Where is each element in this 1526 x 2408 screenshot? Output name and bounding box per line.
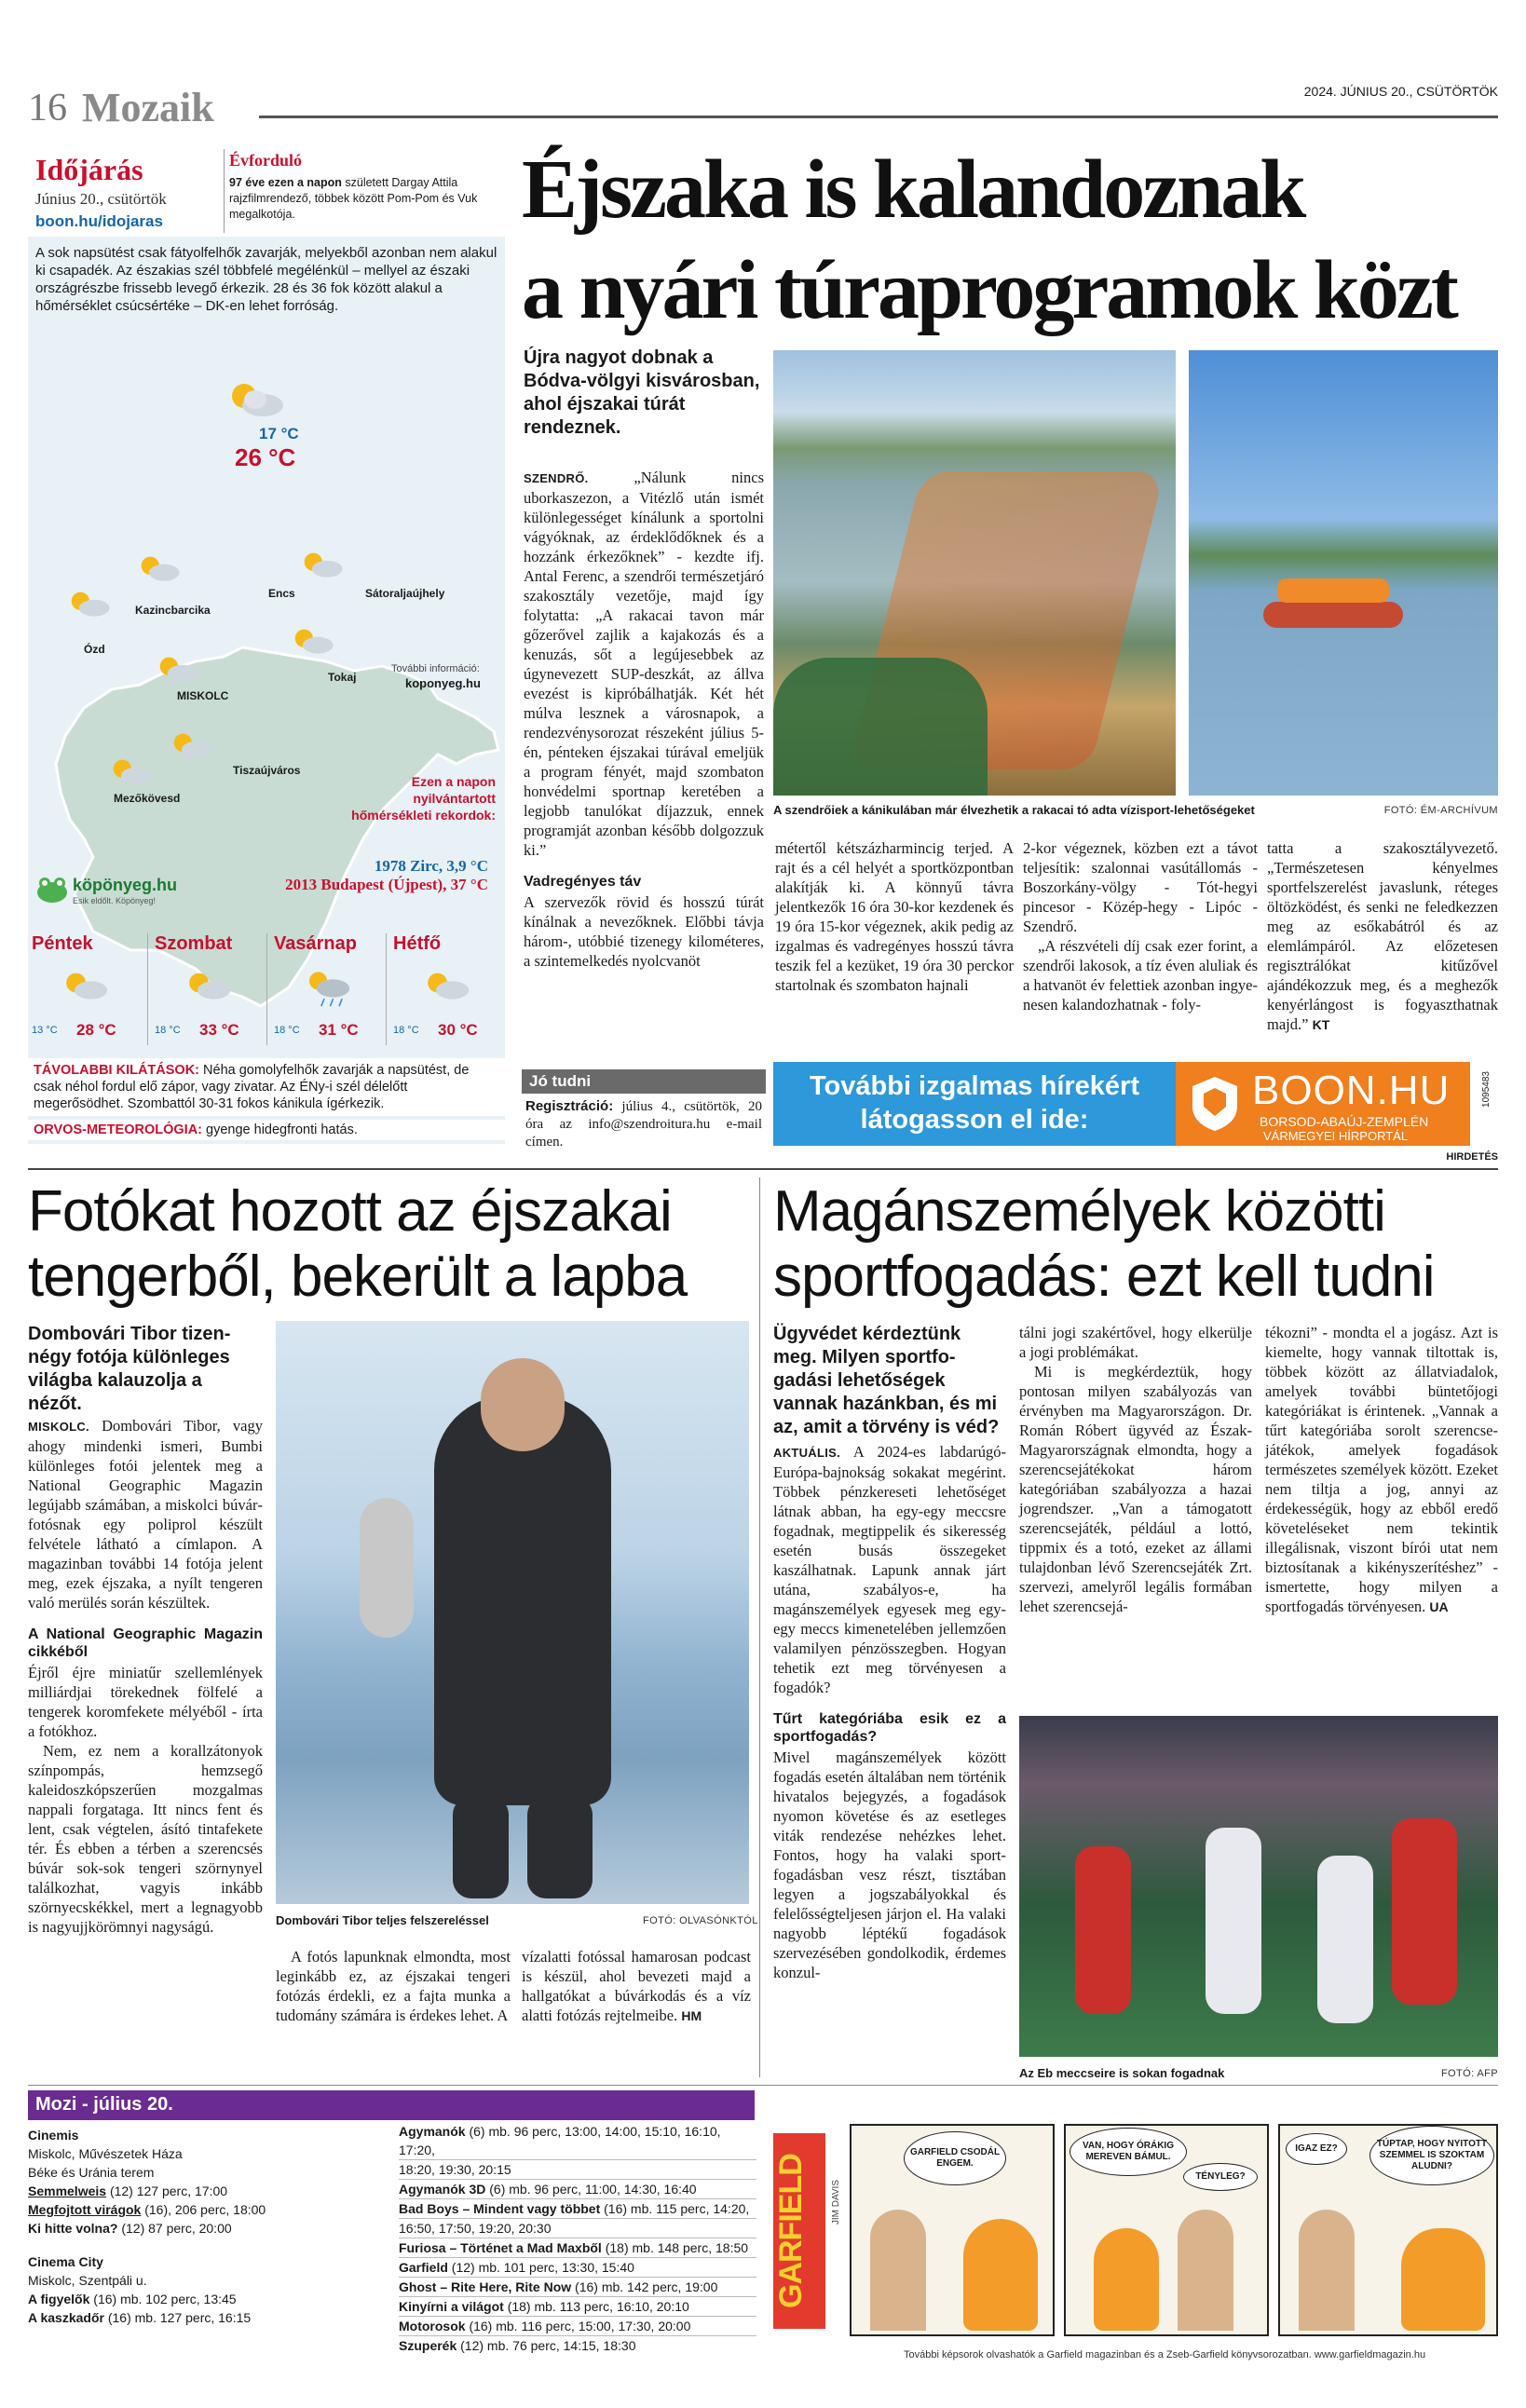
more-info-link[interactable]: koponyeg.hu [405,676,481,690]
cinema-left: Cinemis Miskolc, Művészetek Háza Béke és Uránia terem Semmelweis (12) 127 perc, 17:00 Megfojtott virágok (16), 206 perc, 18:00 Ki hitte volna? (12) 87 perc, 20:00 Cinema City Miskolc, Szentpáli u. A figyelők (16) mb. 102 perc, 13:45 A kaszkadőr (16) mb. 127 perc, 16:15 [28,2126,382,2327]
cinema-right [399,2122,756,2355]
city-label: MISKOLC [177,689,229,702]
tip-box [522,1069,766,1161]
showtime-row: Agymanók 3D (6) mb. 96 perc, 11:00, 14:30, 16:40 [399,2180,756,2199]
header-date: 2024. JÚNIUS 20., CSÜTÖRTÖK [1303,84,1498,99]
anniversary-divider [224,149,225,233]
weather-link[interactable]: boon.hu/idojaras [35,212,163,230]
boon-ad[interactable] [773,1062,1470,1146]
day-forecast: Hétfő 18 °C 30 °C [393,933,478,1039]
ad-left: További izgalmas hírekért látogasson el ide: [773,1062,1176,1146]
page-number: 16 [28,87,67,129]
article1-headline: Éjszaka is kalandoznak a nyári túraprogramok közt [522,143,1456,336]
article3-col1: AKTUÁLIS. A 2024-es labdarúgó-Európa-bajnokság sokakat megérint. Többek pénzkereseti lehetőséget látnak abban, ha egy-egy meccsre fogadnak, megtippelik és sikeresség esetén busás összegeket kaszálhatnak. Lapunk annak járt utána, szabályos-e, ha magánszemélyek egyesek meg egy-egy meccs kimenetelében jellemzően valamilyen pénzösszegben. Hogyan tehetik ezt meg törvényesen a fogadók? Tűrt kategóriába esik ez a sportfogadás? Mivel magánszemélyek között fogadás esetén általában nem történik hivatalos bejegyzés, a fogadások nyomon követése és az esetleges viták rendezése nehézkes lehet. Fontos, hogy ha valaki sportfogadásban vesz részt, tisztában legyen a jogszabályokkal és felelősségteljesen járjon el. Ha valaki nagyobb léptékű fogadások szervezésében gondolkodik, érdemes konzul- [773,1443,1006,1981]
brand-tagline: Esik eldőlt. Köpönyeg! [73,896,157,905]
cinema-title: Mozi - július 20. [28,2090,755,2120]
showtime-row: A kaszkadőr (16) mb. 127 perc, 16:15 [28,2310,252,2325]
day-forecast: Péntek 13 °C 28 °C [32,933,116,1039]
weather-panel [28,149,505,1144]
page-header [28,80,1498,132]
meteo-text: ORVOS-METEOROLÓGIA: gyenge hidegfronti hatás. [28,1120,505,1140]
anniversary-text: 97 éve ezen a napon született Dargay Attila rajzfilmrendező, többek között Pom-Pom és Vuk megalkotója. [229,176,478,221]
section-title: Mozaik [82,85,214,130]
records-title: Ezen a napon nyilvántartott hőmérsékleti rekordok: [351,774,496,823]
city-label: Mezőkövesd [114,792,181,805]
ad-sub1: BORSOD-ABAÚJ-ZEMPLÉN [1260,1114,1429,1129]
sun-cloud-icon [168,728,216,764]
city-label: Ózd [84,643,105,656]
article1-col2: métertől kétszázharmincig terjed. A rajt és a cél helyét a sportközpontban alakítják ki. A könnyű távra jelentkezők 16 óra 30-kor kezdenek és 19 óra 15-kor végeznek, akik pedig az izgalmas és vadregényes hosszú távra teszik fel a kezüket, 19 óra 30 perckor startolnak és szombaton hajnali [775,839,1014,994]
main-min-temp: 17 °C [259,425,299,442]
bottom-divider [28,2085,1498,2086]
tip-title: Jó tudni [522,1069,766,1094]
city-label: Sátoraljaújhely [365,587,445,600]
column-divider [759,1177,760,2077]
ad-code: 1095483 [1481,1071,1492,1108]
showtime-row: Bad Boys – Mindent vagy többet (16) mb. 115 perc, 14:20, [399,2199,756,2219]
football-photo [1019,1716,1498,2057]
brand-logo: köpönyeg.hu [73,876,177,894]
anniversary-title: Évforduló [229,151,303,170]
showtime-row: A figyelők (16) mb. 102 perc, 13:45 [28,2292,237,2306]
cinema-box [28,2090,755,2379]
diver-photo [276,1321,749,1904]
article1-col1: SZENDRŐ. „Nálunk nincs uborkaszezon, a Vitézlő után ismét különlegességet kínálunk a sportolni vágyóknak, az érdeklődőknek és a hozzánk érkezőknek” - kezdte ifj. Antal Ferenc, a szendrői természetjáró szakosztály vezetője, majd így folytatta: „A rakacai tavon már gőzerővel zajlik a kajakozás és a kenuzás, sőt a legújesebbek az úgynevezett SUP-deszkát, az állva evezést is kipróbálhatják. Két hét múlva lesznek a városnapok, a rendezvénysorozat részeként július 5-én, pénteken éjszakai túrával emeljük a program fényét, majd szombaton honvédelmi sportnap keretében a legjobb tanulókat díjazzuk, ennek programját azonban később dolgozzuk ki.” Vadregényes táv A szervezők rövid és hosszú túrát kínálnak a nevezőknek. Előbbi távja három-, utóbbié tizenegy kilométeres, a szintemelkedés nyolcvanöt [524,469,764,970]
article1-caption: A szendrőiek a kánikulában már élvezhetik a rakacai tó adta vízisport-lehetőségeket [773,803,1255,817]
article2-headline: Fotókat hozott az éjszakai tengerből, bekerült a lapba [28,1179,688,1309]
kayak-photo-1 [773,350,1176,796]
article2-lead: Dombovári Tibor tizennégy fotója különleges világba kalauzolja a nézőt. [28,1324,231,1414]
article3-col3: tékozni” - mondta el a jogász. Azt is kiemelte, hogy vannak tiltottak is, többek között az állatviadalok, amelyek további büntetőjogi kategóriákat is érintenek. „Vannak a tűrt kategóriába sorolt szerencsejátékok, amelyek fogadások természetes személyek között. Ezeket nem tiltja a jog, annyi az érdekességük, hogy az ebből eredő követeléseket nem tekintik illegálisnak, viszont bírói utat nem biztosítanak a kikényszerítéshez” - ismertette, hogy milyen a sportfogadás törvényesen. UA [1265,1324,1498,1615]
sun-cloud-icon [60,967,112,1006]
garfield-strip [773,2124,1498,2375]
day-forecast: Vasárnap 18 °C 31 °C [274,933,359,1039]
section-divider [28,1168,1498,1170]
frog-logo-icon [35,876,69,904]
ad-brand: BOON.HU [1252,1068,1451,1113]
comic-footer: További képsorok olvashatók a Garfield magazinban és a Zseb-Garfield könyvsorozatban. www.garfieldmagazin.hu [904,2349,1426,2360]
article3-credit: FOTÓ: AFP [1440,2068,1498,2079]
comic-author: JIM DAVIS [831,2180,841,2225]
showtime-row: Megfojtott virágok (16), 206 perc, 18:00 [28,2202,266,2217]
article3-lead: Ügyvédet kérdeztünk meg. Milyen sportfogadási lehetőségek vannak hazánkban, és mi az, amit a törvény is véd? [773,1324,1000,1437]
speech-bubble: TÉNYLEG? [1183,2163,1258,2191]
article2-col3: vízalatti fotóssal hamarosan podcast is készül, ahol bevezeti majd a hallgatókat a búvárkodás és a víz alatti fotózás rejtelmeibe. HM [522,1948,751,2024]
forecast-text: A sok napsütést csak fátyolfelhők zavarják, melyekből azonban nem alakul ki csapadék. Az északias szél többfelé megélénkül – mellyel az északi országrészbe frissebb levegő érkezik. 28 és 36 fok között alakul a hőmérséklet csúcsértéke – DK-en lehet forróság. [35,245,497,314]
article3-headline: Magánszemélyek közötti sportfogadás: ezt kell tudni [773,1179,1435,1309]
article3-caption: Az Eb meccseire is sokan fogadnak [1019,2066,1225,2080]
speech-bubble: IGAZ EZ? [1286,2133,1347,2165]
kayak-photo-2 [1189,350,1498,796]
showtime-row: 16:50, 17:50, 19:20, 20:30 [399,2219,756,2238]
sun-cloud-icon [183,967,235,1006]
sun-cloud-icon [224,377,289,424]
ad-sub2: VÁRMEGYEI HÍRPORTÁL [1263,1129,1409,1143]
sun-cloud-icon [65,587,114,622]
showtime-row: Motorosok (16) mb. 116 perc, 15:00, 17:30, 20:00 [399,2317,756,2336]
showtime-row: Furiosa – Történet a Mad Maxből (18) mb. 148 perc, 18:50 [399,2238,756,2258]
more-info-label: További információ: [391,663,480,674]
showtime-row: Ki hitte volna? (12) 87 perc, 20:00 [28,2221,232,2236]
header-rule [259,116,1498,118]
record-1: 1978 Zirc, 3,9 °C [374,857,488,875]
article3-col2: tálni jogi szakértővel, hogy elkerülje a jogi problémákat. Mi is megkérdeztük, hogy pontosan milyen szabályozás van érvényben ma Magyarországon. Dr. Román Róbert ügyvéd az Észak-Magyarországnak elmondta, hogy a szerencsejátékokat három kategóriában szabályozza a hazai jogrendszer. „Van a támogatott szerencsejáték, például a lottó, tippmix és a totó, ezeket az állami tulajdonban lévő Szerencsejáték Zrt. szervezi, amelyről legális formában lehet szerencsejá- [1019,1324,1252,1615]
comic-logo: GARFIELD [773,2133,825,2329]
city-label: Kazincbarcika [135,604,211,617]
ad-label: HIRDETÉS [1446,1151,1498,1163]
main-max-temp: 26 °C [235,443,296,471]
article2-caption: Dombovári Tibor teljes felszereléssel [276,1913,489,1927]
showtime-row: Garfield (12) mb. 101 perc, 13:30, 15:40 [399,2258,756,2278]
outlook-text: TÁVOLABBI KILÁTÁSOK: Néha gomolyfelhők zavarják a napsütést, de csak néhol fordul elő zápor, vagy zivatar. Az ÉNy-i szél délelőtt megerősödhet. Szombattól 30-31 fokos kánikula ígérkezik. [28,1058,505,1116]
speech-bubble: GARFIELD CSODÁL ENGEM. [904,2131,1006,2185]
sun-cloud-icon [421,967,473,1006]
sun-cloud-icon [298,548,347,583]
showtime-row: Semmelweis (12) 127 perc, 17:00 [28,2184,228,2198]
speech-bubble: VAN, HOGY ÓRÁKIG MEREVEN BÁMUL. [1070,2128,1187,2176]
sun-cloud-icon [154,652,202,687]
article1-credit: FOTÓ: ÉM-ARCHÍVUM [1383,805,1498,816]
sun-cloud-icon [135,551,184,587]
tip-text: Regisztráció: július 4., csütörtök, 20 óra az info@szendroitura.hu e-mail címen. [525,1098,762,1150]
city-label: Encs [268,587,295,600]
showtime-row: Agymanók (6) mb. 96 perc, 13:00, 14:00, 15:10, 16:10, 17:20, [399,2122,756,2160]
article2-col1: MISKOLC. Dombovári Tibor, vagy ahogy mindenki ismeri, Bumbi különleges fotói jelentek meg a National Geographic Magazin legújabb számában, a miskolci búvárfotósnak egy poliprol készült felvétele látható a címlapon. A magazinban további 14 fotója jelent meg, ezek éjszaka, a nyílt tengeren való merülés során készültek. A National Geographic Magazin cikkéből Éjről éjre miniatűr szellemlények milliárdjai törekednek fölfelé a tengerek koromfekete mélyéből - írta a fotókhoz. Nem, ez nem a korallzátonyok színpompás, hemzsegő kaleidoszkópszerűen mozgalmas nappali forgataga. Itt nincs fent és lent, csak végtelen, ásító tintafekete tér. És ebben a térben a szerencsés búvár sok-sok tengeri szörnynyel találkozhat, vagyis inkább szörnyecskékkel, mert a legnagyobb is nagyujjkörömnyi nagyságú. [28,1417,263,1936]
shield-icon [1191,1075,1239,1133]
showtime-row: Szuperék (12) mb. 76 perc, 14:15, 18:30 [399,2338,636,2353]
rain-cloud-icon [302,967,354,1010]
speech-bubble: TÚPTAP, HOGY NYITOTT SZEMMEL IS SZOKTAM ALUDNI? [1369,2126,1494,2185]
article2-credit: FOTÓ: OLVASÓNKTÓL [643,1915,758,1926]
sun-cloud-icon [289,624,337,660]
record-2: 2013 Budapest (Újpest), 37 °C [285,876,488,893]
showtime-row: Kinyírni a világot (18) mb. 113 perc, 16:10, 20:10 [399,2297,756,2317]
day-forecast: Szombat 18 °C 33 °C [155,933,239,1039]
showtime-row: 18:20, 19:30, 20:15 [399,2160,756,2180]
article1-col3: 2-kor végeznek, közben ezt a távot teljesítik: szalonnai vasútállomás - Boszorkány-völgy - Tót-hegyi pincesor - Közép-hegy - Lipóc - Szendrő. „A részvételi díj csak ezer forint, a szendrői lakosok, a tíz éven aluliak és a hatvanöt év felettiek azonban ingyenesen kalandozhatnak - foly- [1023,839,1258,1014]
ad-right [1176,1062,1470,1146]
article2-col2: A fotós lapunknak elmondta, most leginkább ez, az éjszakai tengeri fotózás érdekli, ez a fajta munka a tudomány számára is érdekes lehet. A [276,1948,511,2024]
forecast-days [28,933,505,1053]
city-label: Tiszaújváros [233,764,301,777]
sun-cloud-icon [107,755,156,790]
weather-date: Június 20., csütörtök [35,190,167,208]
city-label: Tokaj [328,671,357,684]
showtime-row: Ghost – Rite Here, Rite Now (16) mb. 142 perc, 19:00 [399,2278,756,2297]
article1-lead: Újra nagyot dobnak a Bódva-völgyi kisvárosban, ahol éjszakai túrát rendeznek. [524,347,760,438]
article1-col4: tatta a szakosztályvezető. „Természetesen kényelmes sportfelszerelést javaslunk, réteges öltözködést, és senki ne feledkezzen meg az esőkabátról és az elemlámpáról. Az előzetesen regisztrálókat kitűzővel ajándékozzuk meg, és a meghezők kenyérlángost is fogyaszthatnak majd.” KT [1267,839,1498,1033]
weather-title: Időjárás [35,153,143,186]
